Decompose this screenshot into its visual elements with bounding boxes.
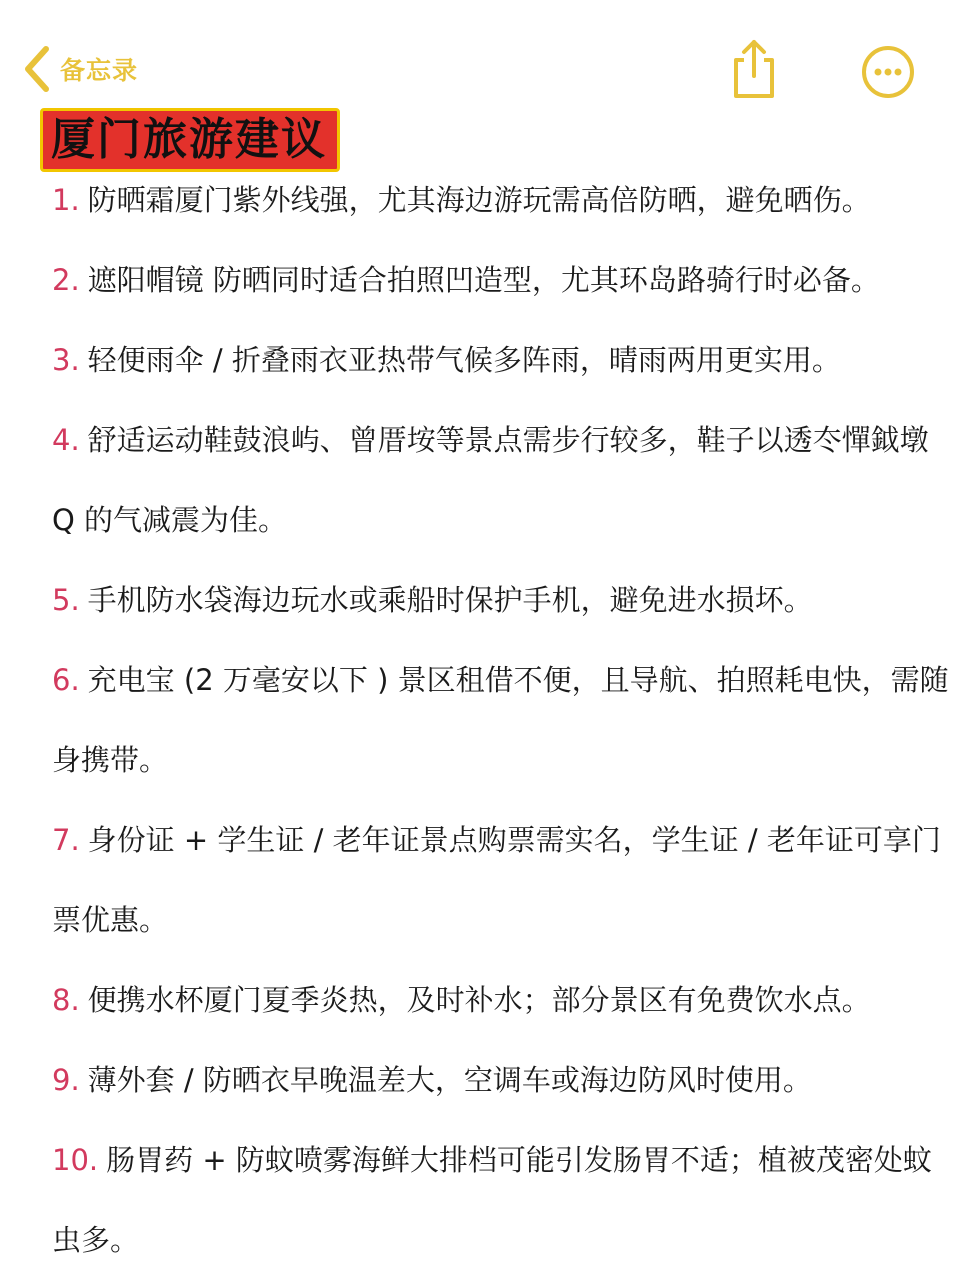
note-item-list bbox=[52, 160, 952, 1280]
note-list-item bbox=[52, 640, 952, 800]
top-bar bbox=[0, 0, 960, 110]
list-item-number: 7. bbox=[52, 823, 80, 857]
list-item-text: 便携水杯厦门夏季炎热，及时补水；部分景区有免费饮水点。 bbox=[87, 983, 871, 1017]
list-item-text: 充电宝 (2 万毫安以下 ) 景区租借不便，且导航、拍照耗电快，需随身携带。 bbox=[52, 663, 949, 777]
more-options-icon[interactable] bbox=[860, 44, 916, 100]
note-list-item bbox=[52, 800, 952, 960]
list-item-number: 8. bbox=[52, 983, 80, 1017]
back-button[interactable] bbox=[22, 44, 138, 94]
list-item-text: 舒适运动鞋鼓浪屿、曾厝垵等景点需步行较多，鞋子以透冭憚鉞墩 Q 的气减震为佳。 bbox=[52, 423, 929, 537]
list-item-text: 肠胃药 + 防蚊喷雾海鲜大排档可能引发肠胃不适；植被茂密处蚊虫多。 bbox=[52, 1143, 932, 1257]
list-item-text: 薄外套 / 防晒衣早晚温差大，空调车或海边防风时使用。 bbox=[87, 1063, 812, 1097]
note-list-item bbox=[52, 320, 952, 400]
list-item-number: 9. bbox=[52, 1063, 80, 1097]
list-item-number: 5. bbox=[52, 583, 80, 617]
note-title: 厦门旅游建议 bbox=[51, 114, 327, 165]
share-icon[interactable] bbox=[726, 38, 782, 100]
list-item-number: 10. bbox=[52, 1143, 99, 1177]
note-list-item bbox=[52, 240, 952, 320]
note-list-item bbox=[52, 400, 952, 560]
list-item-number: 2. bbox=[52, 263, 80, 297]
note-list-item bbox=[52, 1120, 952, 1280]
list-item-number: 6. bbox=[52, 663, 80, 697]
note-list-item bbox=[52, 560, 952, 640]
note-list-item bbox=[52, 1040, 952, 1120]
list-item-text: 遮阳帽镜 防晒同时适合拍照凹造型，尤其环岛路骑行时必备。 bbox=[87, 263, 880, 297]
list-item-number: 3. bbox=[52, 343, 80, 377]
note-list-item bbox=[52, 160, 952, 240]
list-item-text: 防晒霜厦门紫外线强，尤其海边游玩需高倍防晒，避免晒伤。 bbox=[87, 183, 871, 217]
chevron-left-icon bbox=[22, 45, 52, 93]
list-item-number: 4. bbox=[52, 423, 80, 457]
list-item-text: 轻便雨伞 / 折叠雨衣亚热带气候多阵雨，晴雨两用更实用。 bbox=[87, 343, 841, 377]
note-list-item bbox=[52, 960, 952, 1040]
list-item-number: 1. bbox=[52, 183, 80, 217]
back-label: 备忘录 bbox=[60, 56, 139, 85]
list-item-text: 身份证 + 学生证 / 老年证景点购票需实名，学生证 / 老年证可享门票优惠。 bbox=[52, 823, 941, 937]
list-item-text: 手机防水袋海边玩水或乘船时保护手机，避免进水损坏。 bbox=[87, 583, 813, 617]
